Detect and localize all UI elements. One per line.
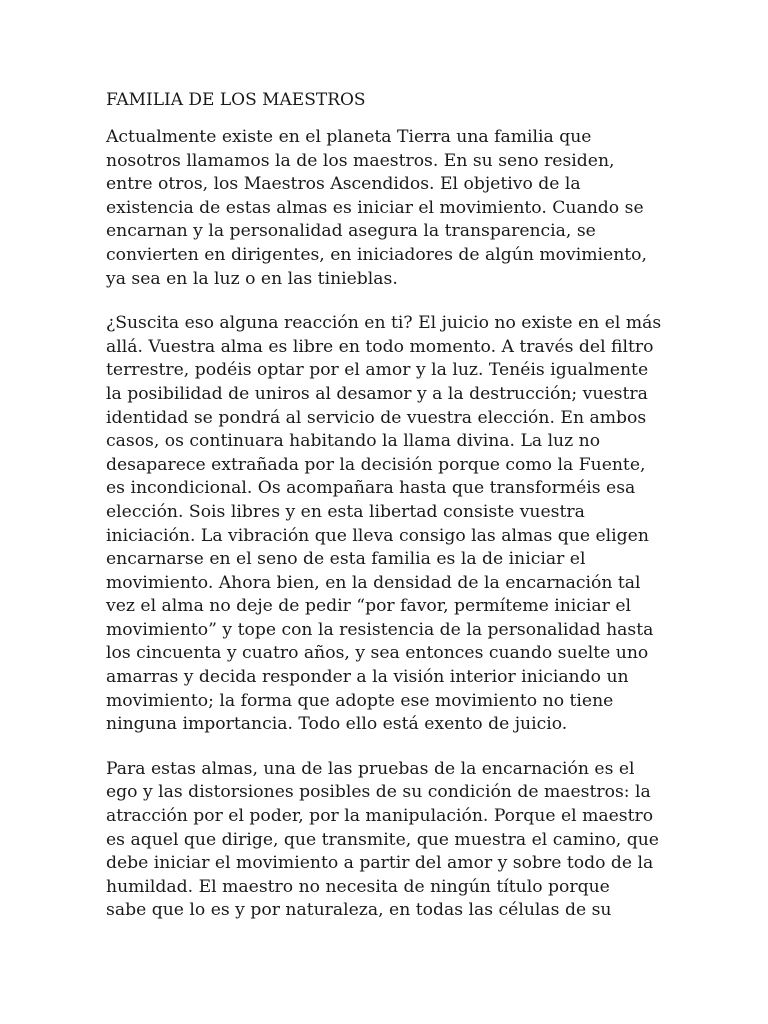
text-line: nosotros llamamos la de los maestros. En su seno residen, (106, 150, 615, 171)
text-line: Para estas almas, una de las pruebas de la encarnación es el (106, 758, 635, 779)
text-line: desaparece extrañada por la decisión porque como la Fuente, (106, 454, 646, 475)
text-line: casos, os continuara habitando la llama divina. La luz no (106, 431, 601, 452)
text-line: entre otros, los Maestros Ascendidos. El objetivo de la (106, 174, 581, 195)
text-line: movimiento” y tope con la resistencia de la personalidad hasta (106, 619, 654, 640)
paragraph-3 (106, 758, 668, 923)
document-body (106, 88, 668, 944)
text-line: encarnarse en el seno de esta familia es la de iniciar el (106, 549, 586, 570)
text-line: existencia de estas almas es iniciar el movimiento. Cuando se (106, 197, 644, 218)
text-line: la posibilidad de uniros al desamor y a la destrucción; vuestra (106, 383, 648, 404)
text-line: sabe que lo es y por naturaleza, en todas las células de su (106, 900, 612, 921)
document-title: FAMILIA DE LOS MAESTROS (106, 90, 366, 110)
paragraph-2 (106, 312, 668, 737)
paragraph-1 (106, 126, 668, 291)
text-line: vez el alma no deje de pedir “por favor, permíteme iniciar el (106, 596, 632, 617)
text-line: amarras y decida responder a la visión interior iniciando un (106, 667, 629, 688)
text-line: ego y las distorsiones posibles de su condición de maestros: la (106, 782, 651, 803)
text-line: atracción por el poder, por la manipulación. Porque el maestro (106, 806, 654, 827)
text-line: iniciación. La vibración que lleva consigo las almas que eligen (106, 525, 649, 546)
text-line: ¿Suscita eso alguna reacción en ti? El juicio no existe en el más (106, 313, 662, 334)
text-line: elección. Sois libres y en esta libertad consiste vuestra (106, 501, 585, 522)
text-line: es aquel que dirige, que transmite, que muestra el camino, que (106, 829, 659, 850)
text-line: debe iniciar el movimiento a partir del amor y sobre todo de la (106, 853, 654, 874)
text-line: humildad. El maestro no necesita de ningún título porque (106, 876, 610, 897)
text-line: Actualmente existe en el planeta Tierra una familia que (106, 127, 592, 147)
text-line: identidad se pondrá al servicio de vuestra elección. En ambos (106, 407, 647, 428)
text-line: terrestre, podéis optar por el amor y la luz. Tenéis igualmente (106, 360, 649, 381)
text-line: ninguna importancia. Todo ello está exento de juicio. (106, 714, 568, 735)
text-line: ya sea en la luz o en las tinieblas. (106, 268, 398, 289)
text-line: movimiento; la forma que adopte ese movimiento no tiene (106, 690, 614, 711)
text-line: los cincuenta y cuatro años, y sea entonces cuando suelte uno (106, 643, 649, 664)
text-line: movimiento. Ahora bien, en la densidad de la encarnación tal (106, 572, 641, 593)
text-line: allá. Vuestra alma es libre en todo momento. A través del filtro (106, 336, 654, 357)
text-line: es incondicional. Os acompañara hasta que transforméis esa (106, 478, 636, 499)
text-line: convierten en dirigentes, en iniciadores de algún movimiento, (106, 244, 647, 265)
text-line: encarnan y la personalidad asegura la transparencia, se (106, 221, 596, 242)
